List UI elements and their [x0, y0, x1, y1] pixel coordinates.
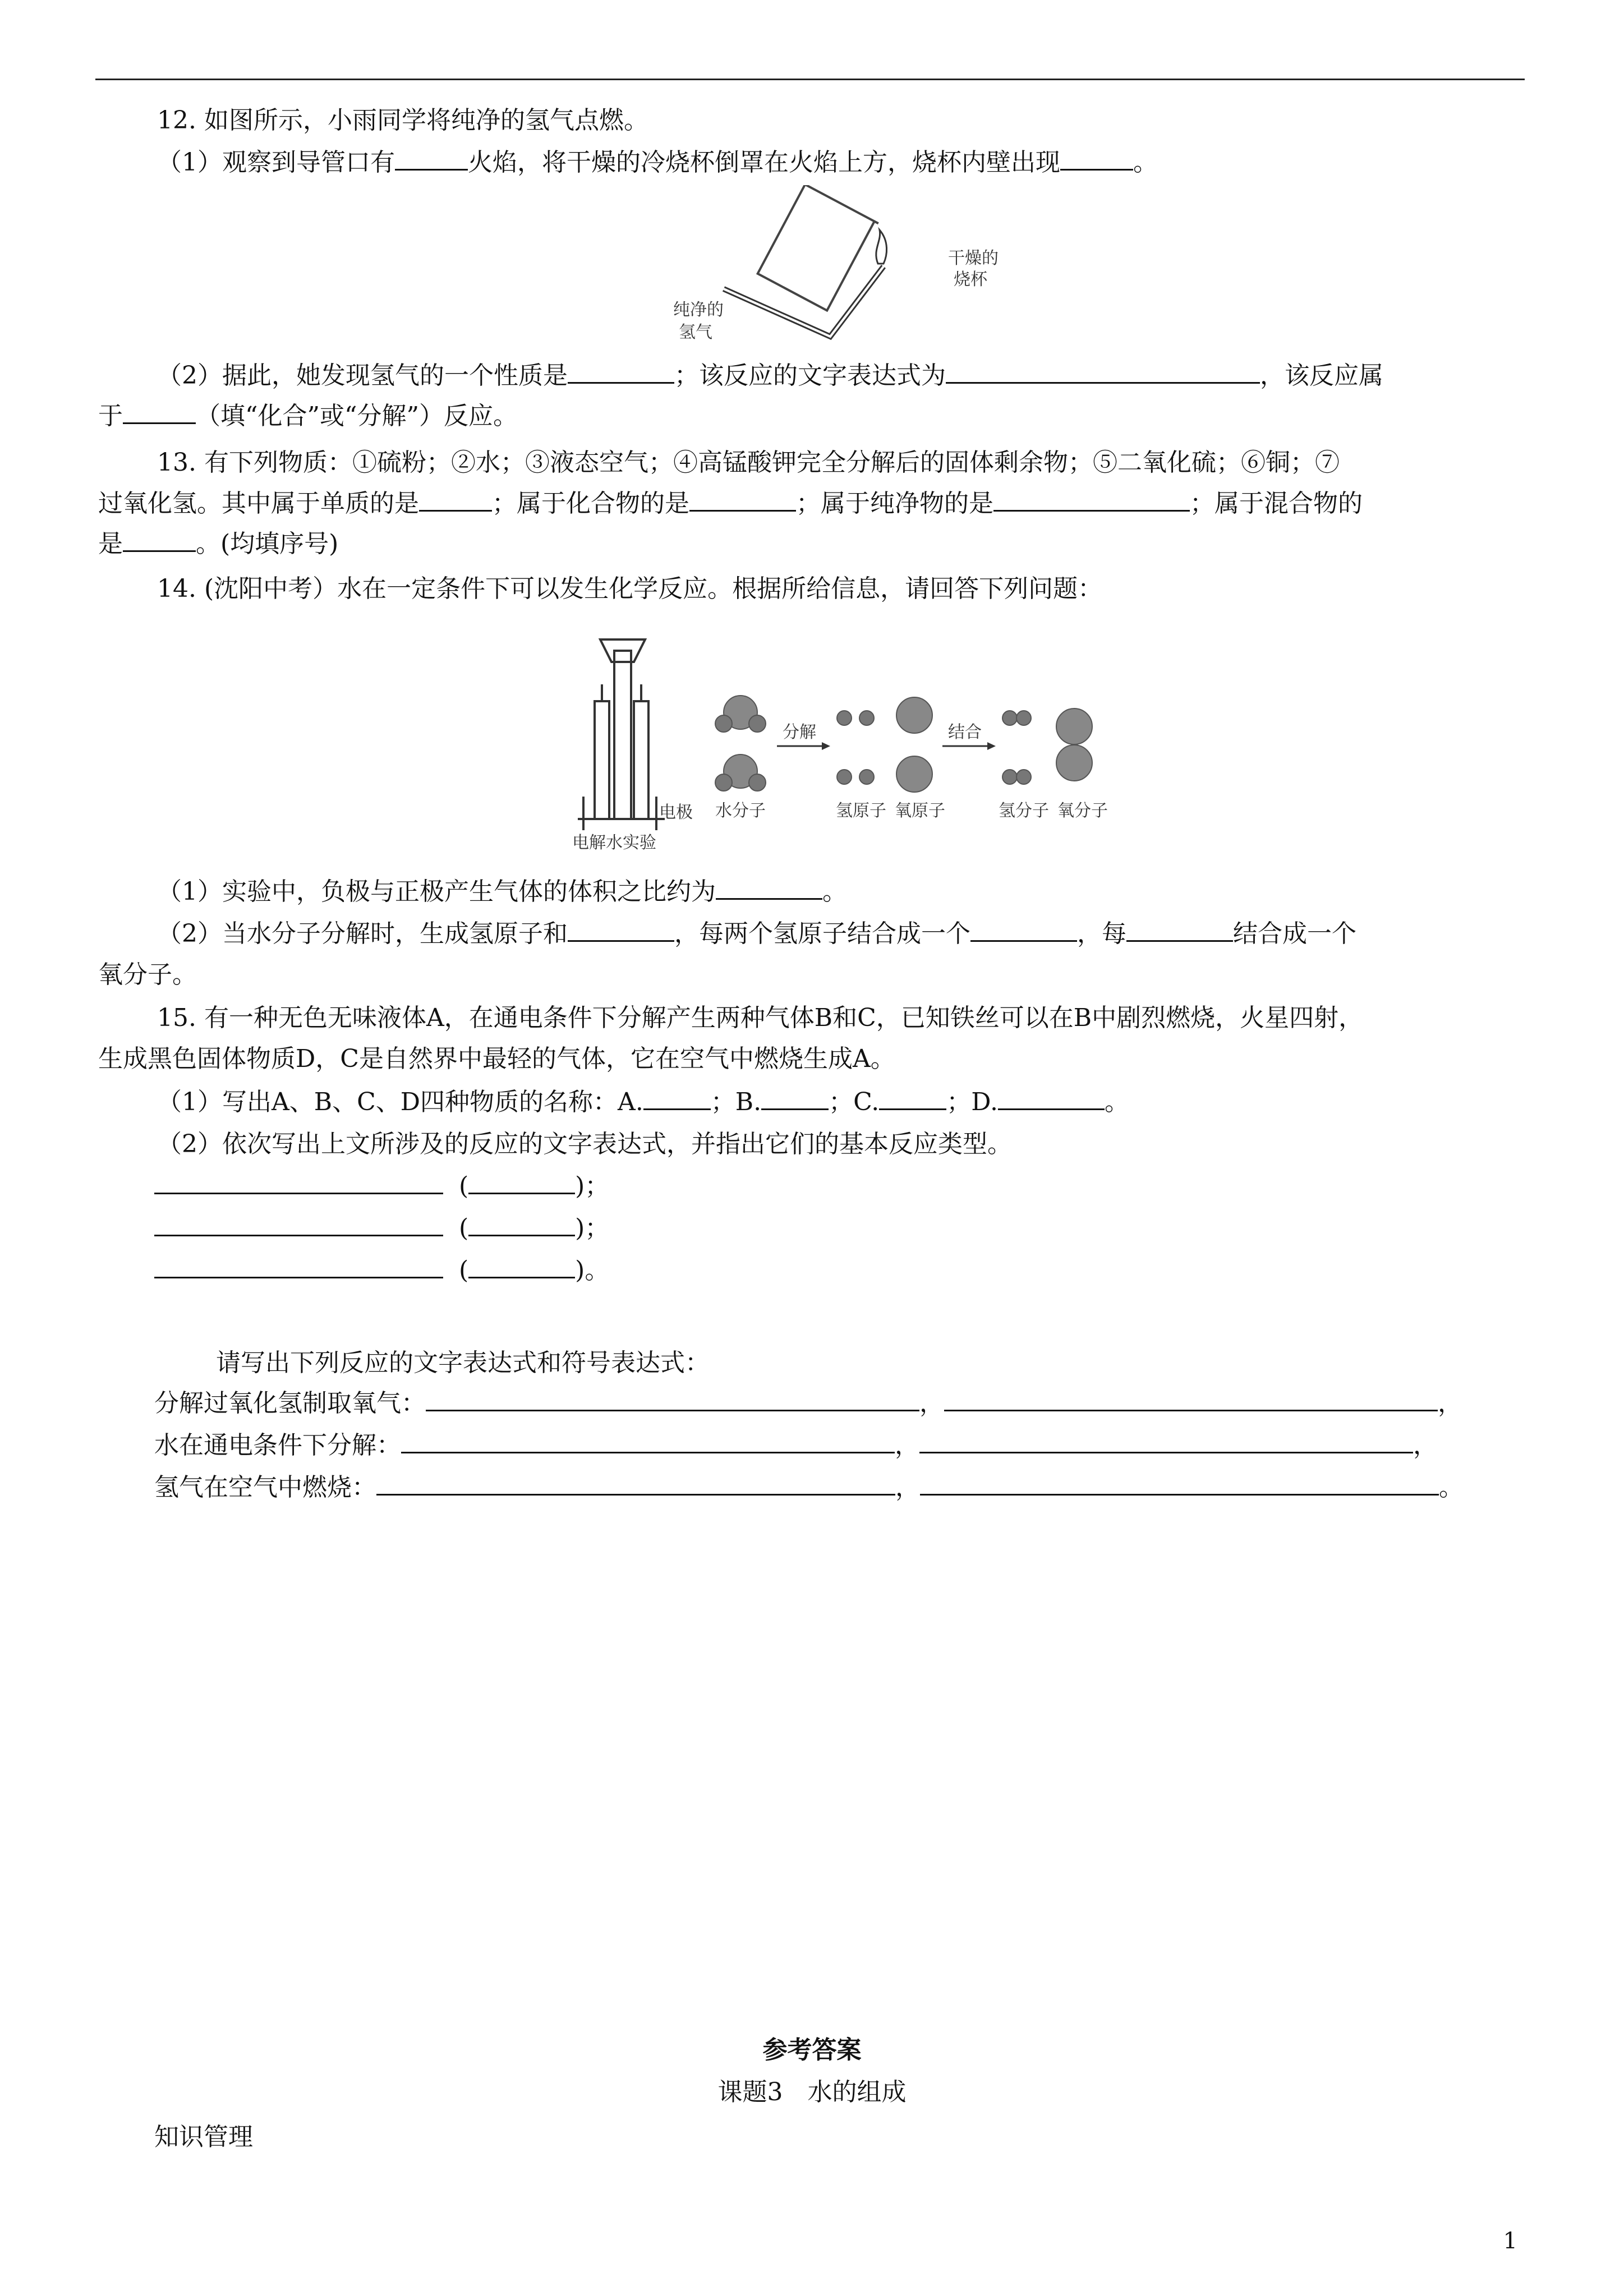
answer-blank[interactable]	[568, 918, 674, 942]
fig-label-h-molecule: 氢分子	[999, 801, 1049, 821]
q15-part1: （1）写出A、B、C、D四种物质的名称：A. ；B. ；C. ；D. 。	[157, 1085, 1129, 1119]
answers-subtitle: 课题3 水的组成	[717, 2078, 907, 2106]
fig-label-pure: 纯净的	[673, 300, 724, 320]
fig-label-decompose: 分解	[783, 723, 816, 742]
fig-label-dry: 干燥的	[948, 249, 999, 268]
q15-reaction-3: ( )。	[154, 1254, 609, 1287]
answer-blank[interactable]	[154, 1212, 443, 1236]
water-electrolysis-figure	[561, 628, 1133, 853]
product-molecules	[1002, 708, 1092, 784]
fig-label-beaker: 烧杯	[954, 270, 987, 289]
q12-part1: （1）观察到导管口有 火焰，将干燥的冷烧杯倒罩在火焰上方，烧杯内壁出现 。	[157, 146, 1158, 180]
q12-part2-cont: 于 （填“化合”或“分解”）反应。	[98, 399, 518, 433]
electrolysis-apparatus	[578, 639, 665, 830]
answer-blank[interactable]	[468, 1212, 575, 1236]
fig-label-h-atom: 氢原子	[836, 801, 886, 821]
answer-blank[interactable]	[1126, 918, 1233, 942]
answer-blank[interactable]	[643, 1086, 711, 1110]
q15-part2: （2）依次写出上文所涉及的反应的文字表达式，并指出它们的基本反应类型。	[157, 1130, 1012, 1158]
q13-line3: 是 。(均填序号)	[98, 527, 338, 561]
q15-reaction-1: ( )；	[154, 1170, 609, 1203]
hydrogen-burning-figure	[662, 185, 1043, 359]
q13-line1: 13. 有下列物质：①硫粉；②水；③液态空气；④高锰酸钾完全分解后的固体剩余物；⑤二氧化硫；⑥铜；⑦	[157, 448, 1340, 477]
answer-blank[interactable]	[689, 487, 796, 512]
header-rule	[95, 79, 1525, 80]
page-number: 1	[1503, 2228, 1517, 2254]
answer-blank[interactable]	[426, 1387, 919, 1411]
answer-blank[interactable]	[376, 1471, 895, 1496]
answer-blank[interactable]	[401, 1429, 895, 1453]
answer-blank[interactable]	[919, 1429, 1413, 1453]
fig-label-hydrogen: 氢气	[679, 323, 712, 342]
answer-blank[interactable]	[920, 1471, 1439, 1496]
fig-label-combine: 结合	[948, 723, 982, 742]
answer-blank[interactable]	[944, 1387, 1438, 1411]
q15-reaction-2: ( )；	[154, 1212, 609, 1245]
answer-blank[interactable]	[568, 360, 674, 384]
q14-part2: （2）当水分子分解时，生成氢原子和 ，每两个氢原子结合成一个 ，每 结合成一个	[157, 917, 1356, 951]
answer-blank[interactable]	[993, 487, 1190, 512]
extra-reaction-3: 氢气在空气中燃烧： ， 。	[154, 1471, 1464, 1504]
q14-part1: （1）实验中，负极与正极产生气体的体积之比约为 。	[157, 875, 847, 909]
answer-blank[interactable]	[154, 1254, 443, 1278]
extra-intro: 请写出下列反应的文字表达式和符号表达式：	[216, 1349, 710, 1377]
answers-section: 知识管理	[154, 2123, 253, 2151]
answer-blank[interactable]	[716, 876, 822, 900]
answers-heading: 参考答案	[762, 2036, 862, 2064]
answer-blank[interactable]	[879, 1086, 946, 1110]
q14-title: 14. (沈阳中考）水在一定条件下可以发生化学反应。根据所给信息，请回答下列问题：	[157, 574, 1103, 603]
answer-blank[interactable]	[395, 146, 468, 171]
q13-line2: 过氧化氢。其中属于单质的是 ；属于化合物的是 ；属于纯净物的是 ；属于混合物的	[98, 487, 1363, 521]
answer-blank[interactable]	[468, 1254, 575, 1278]
atoms	[837, 697, 932, 792]
answer-blank[interactable]	[123, 528, 196, 552]
answer-blank[interactable]	[761, 1086, 829, 1110]
answer-blank[interactable]	[468, 1170, 575, 1194]
answer-blank[interactable]	[154, 1170, 443, 1194]
fig-label-electrode: 电极	[659, 803, 693, 822]
fig-label-o-molecule: 氧分子	[1057, 801, 1108, 821]
q15-line2: 生成黑色固体物质D，C是自然界中最轻的气体，它在空气中燃烧生成A。	[98, 1045, 895, 1073]
q15-line1: 15. 有一种无色无味液体A，在通电条件下分解产生两种气体B和C，已知铁丝可以在B中剧烈燃烧，火星四射，	[157, 1004, 1364, 1032]
water-molecules	[715, 696, 766, 791]
fig-label-apparatus: 电解水实验	[572, 833, 656, 853]
q14-part2-cont: 氧分子。	[98, 960, 197, 989]
extra-reaction-1: 分解过氧化氢制取氧气： ， ，	[154, 1387, 1462, 1420]
answer-blank[interactable]	[1060, 146, 1133, 171]
answer-blank[interactable]	[123, 400, 196, 424]
answer-blank[interactable]	[998, 1086, 1105, 1110]
answer-blank[interactable]	[946, 360, 1260, 384]
answer-blank[interactable]	[970, 918, 1077, 942]
q12-part2: （2）据此，她发现氢气的一个性质是 ；该反应的文字表达式为 ，该反应属	[157, 359, 1383, 393]
fig-label-o-atom: 氧原子	[895, 801, 945, 821]
fig-label-water-molecule: 水分子	[715, 801, 766, 821]
extra-reaction-2: 水在通电条件下分解： ， ，	[154, 1429, 1438, 1462]
q12-title: 12. 如图所示，小雨同学将纯净的氢气点燃。	[157, 106, 648, 135]
answer-blank[interactable]	[419, 487, 492, 512]
